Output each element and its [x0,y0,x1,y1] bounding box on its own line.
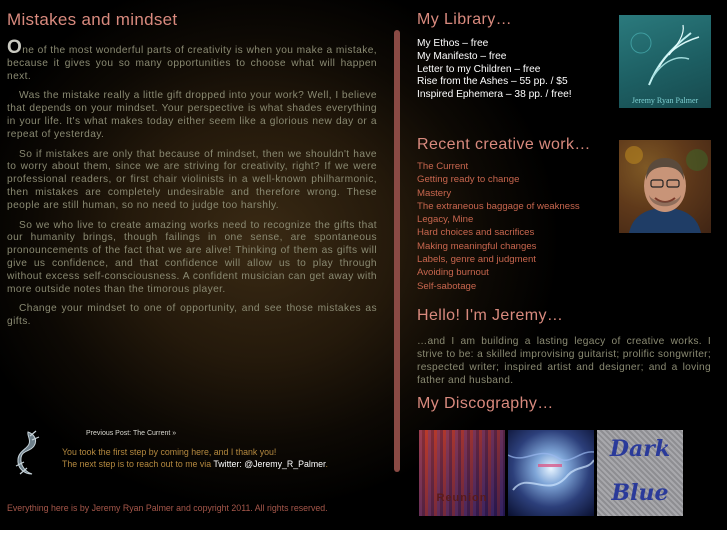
twitter-link[interactable]: Twitter: @Jeremy_R_Palmer [213,459,326,469]
recent-work-link[interactable]: The Current [417,161,469,172]
post-title: Mistakes and mindset [7,10,178,29]
recent-work-link[interactable]: The extraneous baggage of weakness [417,200,580,212]
recent-work-link[interactable]: Avoiding burnout [417,267,489,279]
copyright-footer: Everything here is by Jeremy Ryan Palmer and copyright 2011. All rights reserved. [7,503,328,513]
previous-post-nav [86,430,176,437]
list-item [417,240,580,253]
thanks-message [62,446,328,470]
logo-text: Jeremy Ryan Palmer [631,96,699,105]
recent-work-link[interactable]: Getting ready to change [417,174,520,186]
list-item [417,38,572,51]
library-heading: My Library… [417,11,513,28]
album-cover-reunion[interactable] [419,430,505,516]
list-item [417,64,572,77]
list-item [417,226,580,239]
list-item [417,200,580,213]
bottom-strip [0,530,727,545]
list-item [417,160,580,173]
portrait-image [619,140,711,233]
recent-work-link[interactable]: Legacy, Mine [417,214,474,226]
post-paragraph-text: ne of the most wonderful parts of creativity is when you make a mistake, because it gives you so many opportunities to choose what will happen next. [7,45,377,82]
recent-work-link[interactable]: Making meaningful changes [417,240,537,252]
site-logo[interactable] [619,15,711,108]
list-item [417,51,572,64]
album-cover-2[interactable] [508,430,594,516]
thanks-line-2 [62,458,328,470]
drop-cap: O [7,37,23,58]
library-link-inspired-ephemera[interactable]: Inspired Ephemera – 38 pp. / free! [417,89,572,101]
album-title: Reunion [436,492,488,504]
recent-work-link[interactable]: Hard choices and sacrifices [417,227,535,239]
previous-post-label: Previous Post: [86,430,132,437]
post-paragraph [7,37,377,83]
thanks-line-1: You took the first step by coming here, and I thank you! [62,447,277,457]
list-item [417,253,580,266]
album-title-word-2: Blue [611,480,669,506]
library-link-ethos[interactable]: My Ethos – free [417,38,489,49]
author-portrait [619,140,711,233]
library-link-rise-from-the-ashes[interactable]: Rise from the Ashes – 55 pp. / $5 [417,76,568,88]
list-item [417,89,572,102]
list-item [417,213,580,226]
post-body [7,37,377,336]
dragon-icon [12,428,42,478]
recent-work-heading: Recent creative work… [417,136,591,153]
recent-work-link[interactable]: Mastery [417,187,452,199]
column-divider [394,30,400,472]
album-cover-dark-blue[interactable] [597,430,683,516]
post-paragraph: Change your mindset to one of opportunity, and see those mistakes as gifts. [7,303,377,328]
discography-heading: My Discography… [417,395,554,412]
recent-work-list [417,160,580,293]
list-item [417,280,580,293]
list-item [417,173,580,186]
album-art [508,430,594,516]
feather-logo-icon [619,15,711,95]
thanks-line-2-end: . [325,459,328,469]
list-item [417,187,580,200]
hello-heading: Hello! I'm Jeremy… [417,307,564,324]
previous-post-link[interactable]: The Current » [132,430,177,437]
hello-text: …and I am building a lasting legacy of creative works. I strive to be: a skilled improvising guitarist; prolific songwriter; respected writer; inspired artist and designer; and a loving father and husband. [417,336,711,386]
list-item [417,76,572,89]
recent-work-link[interactable]: Self-sabotage [417,280,477,292]
post-paragraph: So if mistakes are only that because of mindset, then we shouldn't have to worry about them, since we are striving for creativity, right? If we were professional readers, or first chair violinists in a well-known philharmonic, then mistakes are completely undesirable and therefore wrong. These people are still human, so no need to judge too harshly. [7,148,377,211]
recent-work-link[interactable]: Labels, genre and judgment [417,254,536,266]
thanks-line-2-text: The next step is to reach out to me via [62,459,214,469]
list-item [417,266,580,279]
album-title-word-1: Dark [609,436,671,462]
library-list [417,38,572,102]
post-paragraph: Was the mistake really a little gift dropped into your work? Well, I believe that depends on your mindset. Your perspective is what shades everything in your life. It's what makes today either seem like a glorious new day or a repeat of yesterday. [7,90,377,140]
post-paragraph: So we who live to create amazing works need to recognize the gifts that our humanity brings, though failings in one sense, are spontaneous pronouncements of the fact that we are alive! Thinking of them as gifts will give us confidence, and that confidence will allow us to play through without excess self-consciousness. A confident musician can get away with more outside notes than the timorous player. [7,219,377,295]
library-link-letter[interactable]: Letter to my Children – free [417,63,541,75]
library-link-manifesto[interactable]: My Manifesto – free [417,50,507,62]
